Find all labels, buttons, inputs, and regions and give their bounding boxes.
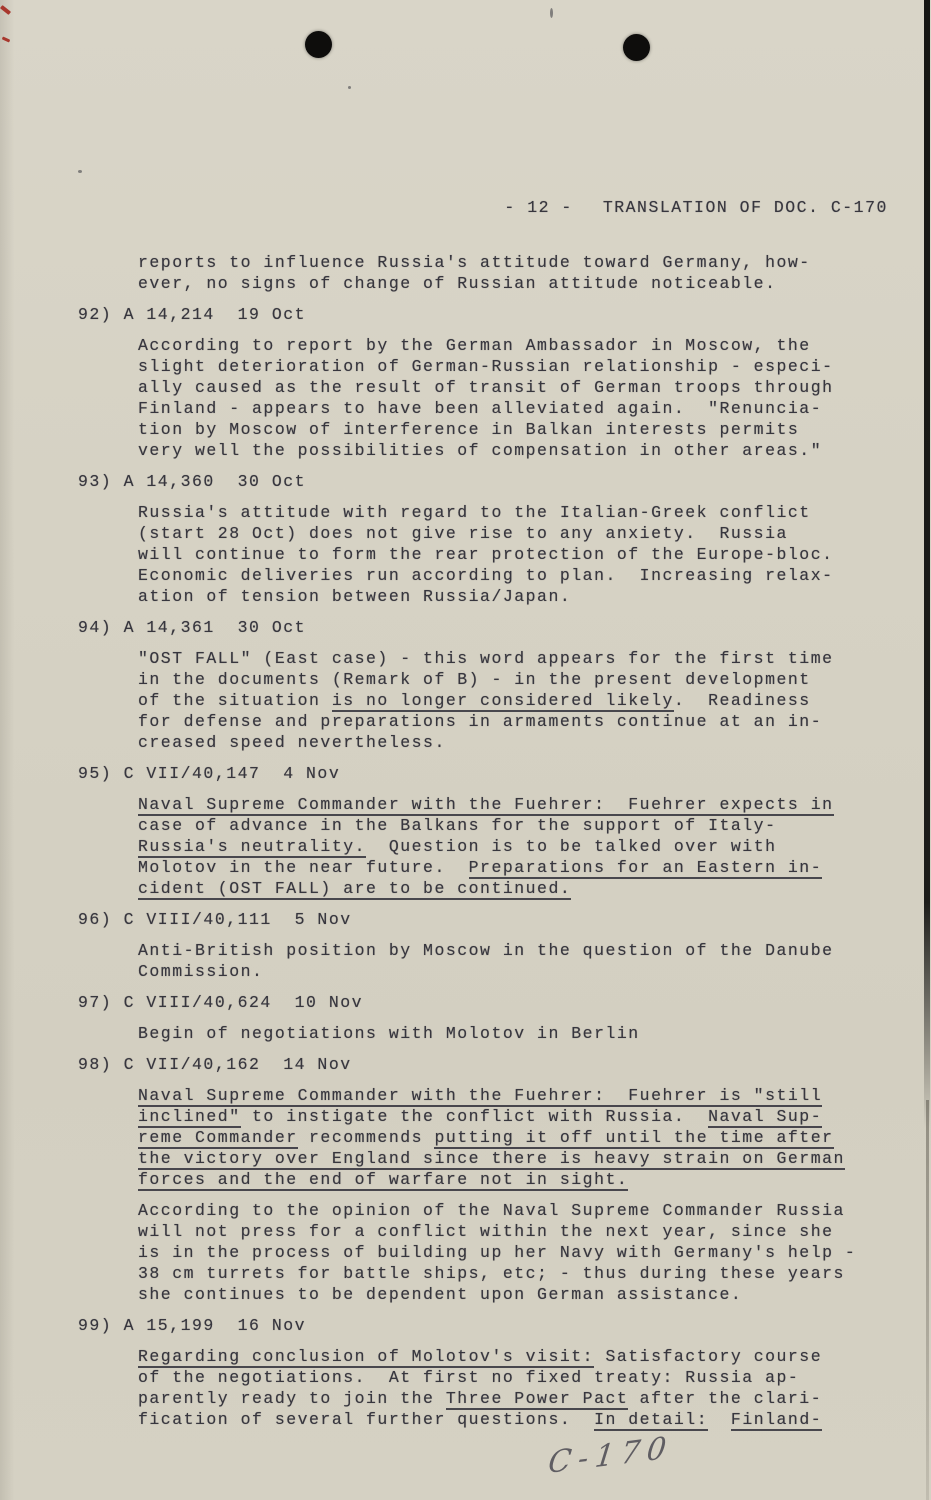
text-segment: creased speed nevertheless. xyxy=(138,733,446,752)
text-segment: ever, no signs of change of Russian attitude noticeable. xyxy=(138,274,777,293)
underlined-text: Naval Sup- xyxy=(708,1107,823,1126)
text-line xyxy=(138,1346,931,1367)
text-segment: she continues to be dependent upon German assistance. xyxy=(138,1285,743,1304)
text-segment: will continue to form the rear protection of the Europe-bloc. xyxy=(138,545,834,564)
entry xyxy=(78,304,931,461)
text-segment: tion by Moscow of interference in Balkan interests permits xyxy=(138,420,800,439)
text-line xyxy=(138,648,931,669)
underlined-text: Naval Supreme Commander with the Fuehrer: Fuehrer is "still xyxy=(138,1086,823,1105)
underlined-text: forces and the end of warfare not in sight. xyxy=(138,1170,629,1189)
text-line xyxy=(138,398,931,419)
paragraph xyxy=(138,252,931,294)
underlined-text: Finland- xyxy=(730,1410,823,1429)
entry-label: 94) A 14,361 30 Oct xyxy=(78,618,307,637)
page-header xyxy=(436,176,931,239)
text-segment: Finland - appears to have been alleviated again. "Renuncia- xyxy=(138,399,823,418)
text-segment: for defense and preparations in armaments continue at an in- xyxy=(138,712,823,731)
paragraph xyxy=(138,335,931,461)
underlined-text: the victory over England since there is heavy strain on German xyxy=(138,1149,845,1168)
entry-label: 92) A 14,214 19 Oct xyxy=(78,305,307,324)
handwritten-note: C-170 xyxy=(546,1429,676,1482)
text-line xyxy=(138,1284,931,1305)
text-line xyxy=(138,669,931,690)
text-line xyxy=(138,815,931,836)
underlined-text: Russia's neutrality. xyxy=(138,837,367,856)
entry-label: 97) C VIII/40,624 10 Nov xyxy=(78,993,364,1012)
text-line xyxy=(138,878,931,899)
text-line xyxy=(138,1367,931,1388)
entry-label: 96) C VIII/40,111 5 Nov xyxy=(78,910,352,929)
entry xyxy=(78,909,931,982)
text-segment: According to report by the German Ambassador in Moscow, the xyxy=(138,336,811,355)
entry-label: 99) A 15,199 16 Nov xyxy=(78,1316,307,1335)
paragraph xyxy=(138,940,931,982)
underlined-text: putting it off until the time after xyxy=(434,1128,834,1147)
paragraph xyxy=(138,1023,931,1044)
text-line xyxy=(138,1263,931,1284)
text-line xyxy=(138,586,931,607)
text-segment: of the negotiations. At first no fixed treaty: Russia ap- xyxy=(138,1368,800,1387)
text-segment: Question is to be talked over with xyxy=(366,837,777,856)
text-segment: very well the possibilities of compensation in other areas." xyxy=(138,441,823,460)
entry xyxy=(78,1054,931,1305)
underlined-text: is no longer considered likely xyxy=(331,691,674,710)
text-segment: reports to influence Russia's attitude toward Germany, how- xyxy=(138,253,811,272)
entry-label: 93) A 14,360 30 Oct xyxy=(78,472,307,491)
paragraph xyxy=(138,1346,931,1430)
text-segment: slight deterioration of German-Russian relationship - especi- xyxy=(138,357,834,376)
text-line xyxy=(138,523,931,544)
text-segment: Commission. xyxy=(138,962,264,981)
underlined-text: Naval Supreme Commander with the Fuehrer: Fuehrer expects in xyxy=(138,795,834,814)
text-segment: after the clari- xyxy=(628,1389,823,1408)
entry-label: 95) C VII/40,147 4 Nov xyxy=(78,764,341,783)
document-body xyxy=(78,252,931,1430)
text-segment: (start 28 Oct) does not give rise to any anxiety. Russia xyxy=(138,524,788,543)
text-line xyxy=(138,1221,931,1242)
paragraph xyxy=(138,1200,931,1305)
text-line xyxy=(138,1169,931,1190)
underlined-text: Preparations for an Eastern in- xyxy=(468,858,823,877)
doc-title: TRANSLATION OF DOC. C-170 xyxy=(602,198,888,217)
text-line xyxy=(138,1242,931,1263)
text-segment: fication of several further questions. xyxy=(138,1410,595,1429)
entry xyxy=(78,471,931,607)
text-line xyxy=(138,940,931,961)
underlined-text: inclined" xyxy=(138,1107,241,1126)
text-segment: Russia's attitude with regard to the Italian-Greek conflict xyxy=(138,503,811,522)
text-line xyxy=(138,1085,931,1106)
text-line xyxy=(138,502,931,523)
text-segment: Economic deliveries run according to plan. Increasing relax- xyxy=(138,566,834,585)
text-segment: ation of tension between Russia/Japan. xyxy=(138,587,572,606)
text-segment: 38 cm turrets for battle ships, etc; - thus during these years xyxy=(138,1264,845,1283)
entry xyxy=(78,763,931,899)
text-line xyxy=(138,1106,931,1127)
paragraph xyxy=(138,502,931,607)
text-segment: Satisfactory course xyxy=(594,1347,823,1366)
text-segment: parently ready to join the xyxy=(138,1389,446,1408)
text-segment: "OST FALL" (East case) - this word appears for the first time xyxy=(138,649,834,668)
entry xyxy=(78,617,931,753)
text-line xyxy=(138,565,931,586)
entry-label: 98) C VII/40,162 14 Nov xyxy=(78,1055,352,1074)
continuation-paragraph xyxy=(78,252,931,294)
underlined-text: Three Power Pact xyxy=(445,1389,629,1408)
text-line xyxy=(138,377,931,398)
entry xyxy=(78,992,931,1044)
text-segment: ally caused as the result of transit of German troops through xyxy=(138,378,834,397)
underlined-text: In detail: xyxy=(594,1410,709,1429)
text-line xyxy=(138,419,931,440)
text-line xyxy=(138,1127,931,1148)
text-segment: Begin of negotiations with Molotov in Berlin xyxy=(138,1024,640,1043)
text-segment xyxy=(708,1410,731,1429)
text-line xyxy=(138,356,931,377)
text-segment: of the situation xyxy=(138,691,332,710)
text-segment: is in the process of building up her Navy with Germany's help - xyxy=(138,1243,857,1262)
underlined-text: Regarding conclusion of Molotov's visit: xyxy=(138,1347,595,1366)
underlined-text: reme Commander xyxy=(138,1128,298,1147)
text-line xyxy=(138,252,931,273)
text-segment: According to the opinion of the Naval Supreme Commander Russia xyxy=(138,1201,845,1220)
text-segment: . Readiness xyxy=(673,691,811,710)
text-line xyxy=(138,961,931,982)
text-line xyxy=(138,1200,931,1221)
text-segment: case of advance in the Balkans for the support of Italy- xyxy=(138,816,777,835)
text-line xyxy=(138,732,931,753)
text-line xyxy=(138,794,931,815)
text-segment: recommends xyxy=(297,1128,435,1147)
entry xyxy=(78,1315,931,1430)
text-line xyxy=(138,544,931,565)
text-line xyxy=(138,1388,931,1409)
text-line xyxy=(138,1148,931,1169)
text-segment: to instigate the conflict with Russia. xyxy=(240,1107,709,1126)
text-line xyxy=(138,335,931,356)
text-line xyxy=(138,1409,931,1430)
text-line xyxy=(138,440,931,461)
underlined-text: cident (OST FALL) are to be continued. xyxy=(138,879,572,898)
text-segment: Anti-British position by Moscow in the question of the Danube xyxy=(138,941,834,960)
paragraph xyxy=(138,648,931,753)
text-line xyxy=(138,711,931,732)
text-line xyxy=(138,690,931,711)
text-segment: will not press for a conflict within the next year, since she xyxy=(138,1222,834,1241)
text-segment: Molotov in the near future. xyxy=(138,858,469,877)
text-line xyxy=(138,836,931,857)
page-number: - 12 - xyxy=(504,198,573,217)
text-line xyxy=(138,273,931,294)
text-line xyxy=(138,857,931,878)
paragraph xyxy=(138,1085,931,1190)
text-segment: in the documents (Remark of B) - in the present development xyxy=(138,670,811,689)
paragraph xyxy=(138,794,931,899)
text-line xyxy=(138,1023,931,1044)
